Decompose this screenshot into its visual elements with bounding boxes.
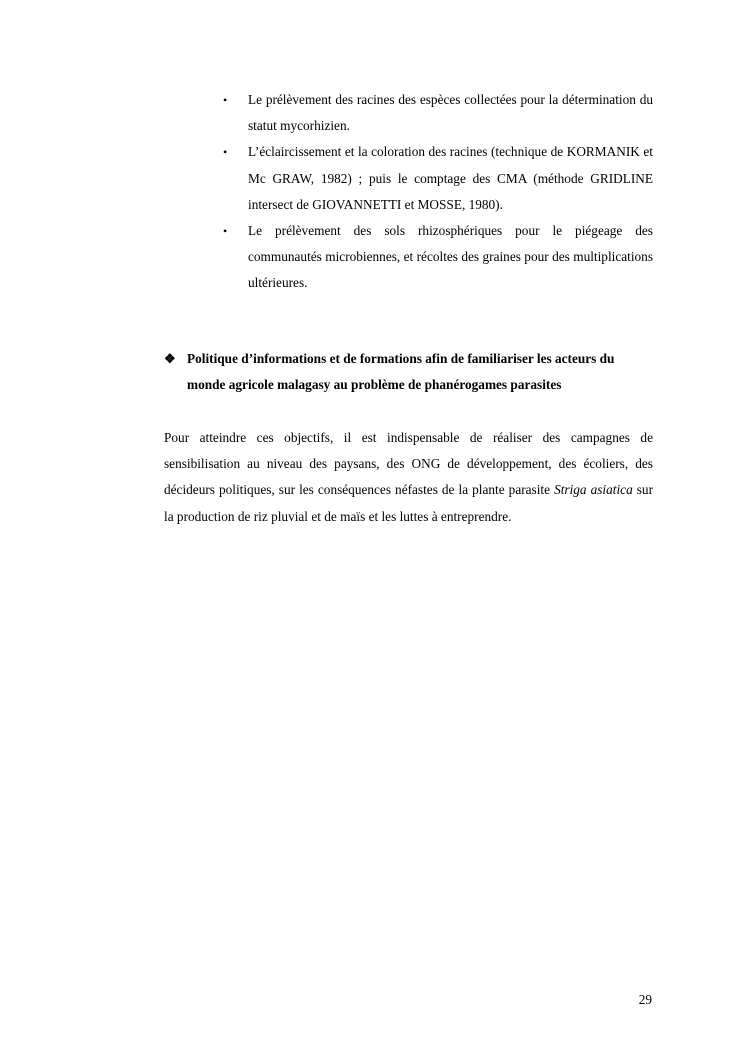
section-heading-text: Politique d’informations et de formations afin de familiariser les acteurs du monde agricole malagasy au problème de phanérogames parasites xyxy=(187,351,615,393)
list-item-text: Le prélèvement des sols rhizosphériques pour le piégeage des communautés microbiennes, et récoltes des graines pour des multiplications ultérieures. xyxy=(248,223,653,291)
list-item xyxy=(222,139,653,218)
section-heading xyxy=(164,346,654,398)
list-item-text: Le prélèvement des racines des espèces collectées pour la détermination du statut mycorhizien. xyxy=(248,92,653,134)
bullet-icon: • xyxy=(223,93,228,107)
body-paragraph xyxy=(164,425,653,530)
bullet-icon: • xyxy=(223,224,228,239)
page-number: 29 xyxy=(638,992,652,1007)
bullet-icon: • xyxy=(223,145,228,160)
paragraph-text-start: Pour atteindre ces objectifs, il est indispensable de réaliser des campagnes de sensibilisation au niveau des paysans, des ONG de développement, des écoliers, des décideurs politiques, sur les conséquences néfastes de la plante parasite xyxy=(164,430,653,498)
species-name: Striga asiatica xyxy=(554,482,633,498)
paragraph-text-end: sur la production de riz pluvial et de maïs et les luttes à entreprendre. xyxy=(164,482,654,524)
list-item xyxy=(222,218,653,297)
diamond-bullet-icon: ❖ xyxy=(164,351,176,366)
list-item-text: L’éclaircissement et la coloration des racines (technique de KORMANIK et Mc GRAW, 1982) ; puis le comptage des CMA (méthode GRIDLINE intersect de GIOVANNETTI et MOSSE, 1980). xyxy=(248,144,653,212)
list-item xyxy=(222,87,653,139)
bullet-list xyxy=(222,87,653,297)
